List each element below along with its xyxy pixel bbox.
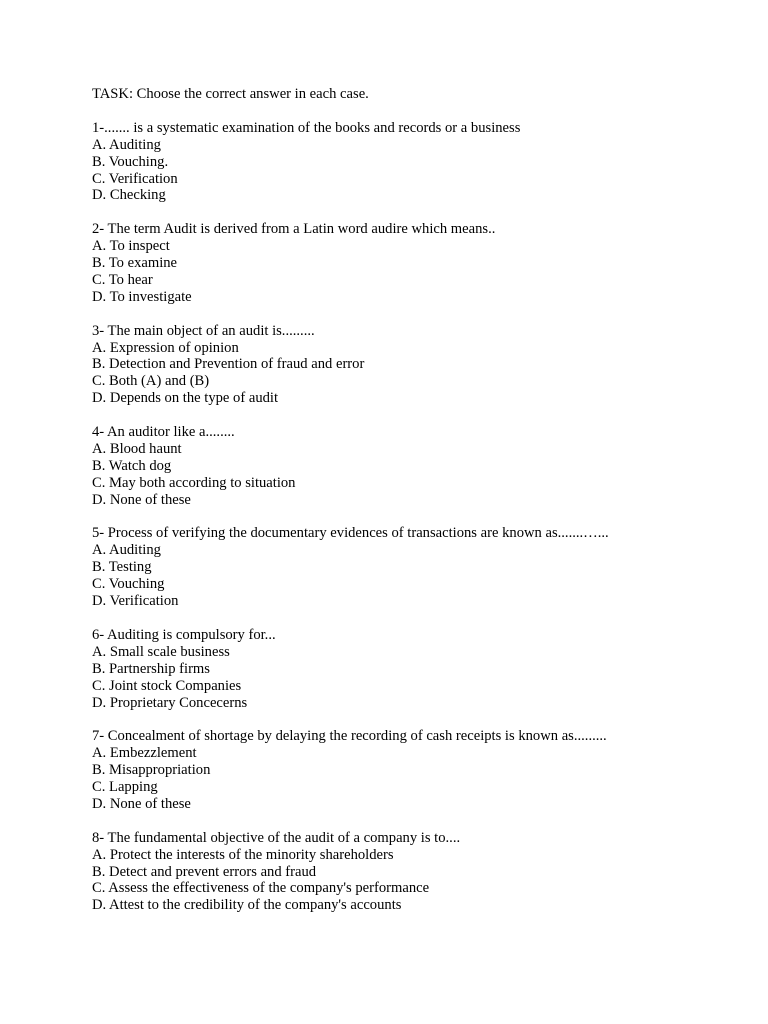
option-b: B. Vouching. [92, 153, 169, 170]
option-a: A. Auditing [92, 136, 161, 153]
question-text: 7- Concealment of shortage by delaying the recording of cash receipts is known as......... [92, 728, 607, 745]
question-text: 1-....... is a systematic examination of the books and records or a business [92, 119, 521, 136]
option-a: A. Small scale business [92, 643, 230, 660]
option-c: C. Vouching [92, 576, 165, 593]
task-instruction: TASK: Choose the correct answer in each case. [92, 86, 369, 102]
option-a: A. Blood haunt [92, 440, 182, 457]
question-1 [92, 120, 742, 205]
question-3 [92, 323, 742, 408]
question-text: 4- An auditor like a........ [92, 424, 235, 441]
option-a: A. Expression of opinion [92, 339, 239, 356]
option-d: D. None of these [92, 795, 191, 812]
option-a: A. Protect the interests of the minority shareholders [92, 846, 394, 863]
option-b: B. Testing [92, 559, 152, 576]
option-c: C. Verification [92, 170, 178, 187]
option-c: C. Joint stock Companies [92, 677, 242, 694]
option-c: C. Both (A) and (B) [92, 373, 210, 390]
document-page [92, 86, 742, 931]
option-d: D. Proprietary Concecerns [92, 694, 248, 711]
option-b: B. Detection and Prevention of fraud and error [92, 356, 365, 373]
option-d: D. Depends on the type of audit [92, 390, 279, 407]
question-4 [92, 424, 742, 509]
option-b: B. Detect and prevent errors and fraud [92, 863, 317, 880]
option-b: B. Partnership firms [92, 660, 210, 677]
option-d: D. None of these [92, 491, 191, 508]
option-b: B. To examine [92, 255, 178, 272]
option-c: C. Lapping [92, 779, 158, 796]
option-d: D. To investigate [92, 288, 192, 305]
option-a: A. Embezzlement [92, 745, 197, 762]
question-text: 8- The fundamental objective of the audit of a company is to.... [92, 829, 461, 846]
option-b: B. Watch dog [92, 457, 172, 474]
option-c: C. Assess the effectiveness of the company's performance [92, 880, 430, 897]
option-a: A. Auditing [92, 542, 161, 559]
option-d: D. Checking [92, 187, 166, 204]
option-a: A. To inspect [92, 238, 170, 255]
question-8 [92, 830, 742, 915]
option-d: D. Verification [92, 593, 179, 610]
question-text: 3- The main object of an audit is......... [92, 322, 315, 339]
question-7 [92, 728, 742, 813]
option-c: C. To hear [92, 271, 153, 288]
option-b: B. Misappropriation [92, 762, 211, 779]
question-text: 2- The term Audit is derived from a Latin word audire which means.. [92, 221, 496, 238]
question-2 [92, 221, 742, 306]
question-6 [92, 627, 742, 712]
question-5 [92, 525, 742, 610]
option-c: C. May both according to situation [92, 474, 296, 491]
question-text: 5- Process of verifying the documentary evidences of transactions are known as.......…... [92, 525, 609, 542]
question-text: 6- Auditing is compulsory for... [92, 626, 276, 643]
option-d: D. Attest to the credibility of the company's accounts [92, 897, 402, 914]
